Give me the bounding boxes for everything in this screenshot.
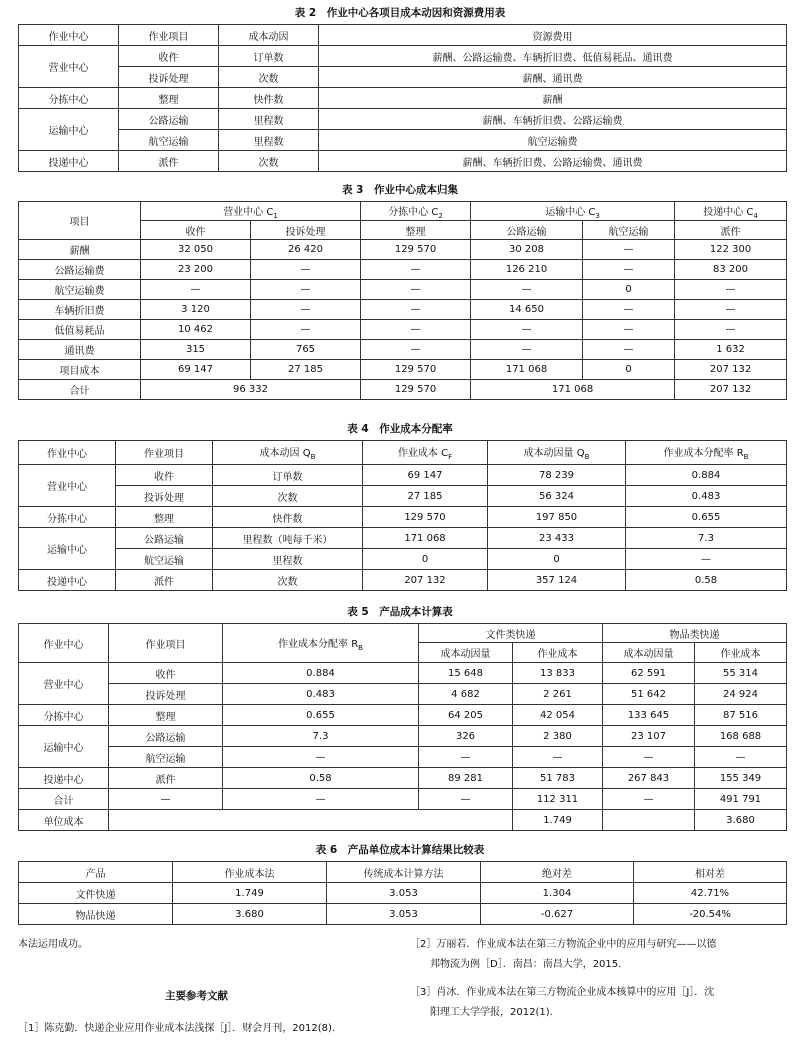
t3-body bbox=[19, 240, 787, 380]
t2-driver: 里程数 bbox=[219, 130, 319, 151]
t3-cell: — bbox=[251, 280, 361, 300]
t3-subheader: 公路运输 bbox=[471, 221, 583, 240]
t5-cell: 62 591 bbox=[603, 663, 695, 684]
table-row bbox=[19, 904, 787, 925]
t5-cell: — bbox=[419, 747, 513, 768]
t5-cell: 0.655 bbox=[223, 705, 419, 726]
t6-h-abc: 作业成本法 bbox=[173, 862, 327, 883]
t3-row-label: 通讯费 bbox=[19, 340, 141, 360]
t4-cell: 里程数 bbox=[213, 549, 363, 570]
ref-2-cont: 邦物流为例［D］．南昌：南昌大学，2015. bbox=[430, 959, 622, 970]
t5-cell: 0.58 bbox=[223, 768, 419, 789]
t4-cell: 27 185 bbox=[363, 486, 488, 507]
ref-3: ［3］肖冰．作业成本法在第三方物流企业成本核算中的应用［J］．沈 bbox=[410, 987, 715, 998]
t3-cell: 126 210 bbox=[471, 260, 583, 280]
t3-cell: — bbox=[471, 340, 583, 360]
t4-cell: 207 132 bbox=[363, 570, 488, 591]
t5-cell: — bbox=[513, 747, 603, 768]
t3-cell: — bbox=[471, 280, 583, 300]
t5-cell: 168 688 bbox=[695, 726, 787, 747]
table-row bbox=[19, 570, 787, 591]
table-row bbox=[19, 726, 787, 747]
t2-resource: 薪酬、车辆折旧费、公路运输费 bbox=[319, 109, 787, 130]
t5-cell: — bbox=[695, 747, 787, 768]
t3-cell: — bbox=[361, 320, 471, 340]
t2-item: 公路运输 bbox=[119, 109, 219, 130]
t3-subheader: 航空运输 bbox=[583, 221, 675, 240]
table-row bbox=[19, 300, 787, 320]
t4-cell: 78 239 bbox=[488, 465, 626, 486]
t2-resource: 薪酬、通讯费 bbox=[319, 67, 787, 88]
t6-cell: 文件快递 bbox=[19, 883, 173, 904]
t3-cell: — bbox=[583, 260, 675, 280]
t5-h-driver: 成本动因量 bbox=[419, 643, 513, 663]
t5-center: 分拣中心 bbox=[19, 705, 109, 726]
t4-cell: 订单数 bbox=[213, 465, 363, 486]
t4-center: 分拣中心 bbox=[19, 507, 116, 528]
t5-cell: — bbox=[603, 747, 695, 768]
t5-cell: 23 107 bbox=[603, 726, 695, 747]
table-row bbox=[19, 486, 787, 507]
t5-cell: 42 054 bbox=[513, 705, 603, 726]
t5-cell: 2 261 bbox=[513, 684, 603, 705]
t5-cell: 13 833 bbox=[513, 663, 603, 684]
t2-item: 整理 bbox=[119, 88, 219, 109]
t3-row-label: 薪酬 bbox=[19, 240, 141, 260]
t5-cell: 派件 bbox=[109, 768, 223, 789]
t4-cell: 投诉处理 bbox=[116, 486, 213, 507]
t3-row-label: 车辆折旧费 bbox=[19, 300, 141, 320]
t3-cell: — bbox=[583, 240, 675, 260]
t3-row-label: 低值易耗品 bbox=[19, 320, 141, 340]
t3-cell: 0 bbox=[583, 280, 675, 300]
t6-cell: 1.749 bbox=[173, 883, 327, 904]
table6 bbox=[18, 861, 787, 925]
t3-cell: 83 200 bbox=[675, 260, 787, 280]
t4-cell: 69 147 bbox=[363, 465, 488, 486]
t2-center: 营业中心 bbox=[19, 46, 119, 88]
table5 bbox=[18, 623, 787, 831]
t2-driver: 里程数 bbox=[219, 109, 319, 130]
t5-center: 投递中心 bbox=[19, 768, 109, 789]
t3-row-label: 航空运输费 bbox=[19, 280, 141, 300]
t5-cell: 投诉处理 bbox=[109, 684, 223, 705]
t4-cell: 0 bbox=[488, 549, 626, 570]
body-text: 本法运用成功。 bbox=[18, 939, 88, 950]
t3-cell: — bbox=[361, 340, 471, 360]
t5-h-goods: 物品类快递 bbox=[603, 624, 787, 643]
t4-cell: 129 570 bbox=[363, 507, 488, 528]
t5-cell: 491 791 bbox=[695, 789, 787, 810]
table-row bbox=[19, 240, 787, 260]
t3-cell: 0 bbox=[583, 360, 675, 380]
t6-cell: 42.71% bbox=[634, 883, 787, 904]
t2-center: 分拣中心 bbox=[19, 88, 119, 109]
t3-cell: 171 068 bbox=[471, 360, 583, 380]
t5-cell: 55 314 bbox=[695, 663, 787, 684]
t4-h-rate: 作业成本分配率 $R_B$ bbox=[626, 441, 787, 465]
table-row bbox=[19, 320, 787, 340]
t4-h-center: 作业中心 bbox=[19, 441, 116, 465]
t3-cell: 129 570 bbox=[361, 360, 471, 380]
table-row bbox=[19, 549, 787, 570]
t5-cell: 24 924 bbox=[695, 684, 787, 705]
t3-h-item: 项目 bbox=[19, 202, 141, 240]
t6-h-traditional: 传统成本计算方法 bbox=[327, 862, 481, 883]
ref-2: ［2］万丽若．作业成本法在第三方物流企业中的应用与研究——以德 bbox=[410, 939, 717, 950]
t5-h-doc: 文件类快递 bbox=[419, 624, 603, 643]
t3-subheader: 派件 bbox=[675, 221, 787, 240]
t3-cell: 10 462 bbox=[141, 320, 251, 340]
t4-cell: 0.884 bbox=[626, 465, 787, 486]
t5-cell: 267 843 bbox=[603, 768, 695, 789]
t5-center: 合计 bbox=[19, 789, 109, 810]
t5-cell: 112 311 bbox=[513, 789, 603, 810]
table2-caption: 表 2 作业中心各项目成本动因和资源费用表 bbox=[294, 7, 506, 19]
t3-cell: — bbox=[251, 260, 361, 280]
t5-unit-label: 单位成本 bbox=[19, 810, 109, 831]
t4-cell: 航空运输 bbox=[116, 549, 213, 570]
t6-cell: 3.680 bbox=[173, 904, 327, 925]
t2-h-center: 作业中心 bbox=[19, 25, 119, 46]
t3-cell: — bbox=[675, 320, 787, 340]
t3-cell: 1 632 bbox=[675, 340, 787, 360]
t5-cell: 公路运输 bbox=[109, 726, 223, 747]
t3-cell: 315 bbox=[141, 340, 251, 360]
table-row bbox=[19, 789, 787, 810]
t4-h-driver: 成本动因 $Q_B$ bbox=[213, 441, 363, 465]
table5-caption: 表 5 产品成本计算表 bbox=[347, 606, 453, 618]
t3-total: 96 332 bbox=[141, 380, 361, 400]
t4-h-quantity: 成本动因量 $Q_B$ bbox=[488, 441, 626, 465]
t4-cell: 0.58 bbox=[626, 570, 787, 591]
table-row bbox=[19, 663, 787, 684]
t5-cell: 133 645 bbox=[603, 705, 695, 726]
t3-h-group: 运输中心 $C_3$ bbox=[471, 202, 675, 221]
t5-cell: 2 380 bbox=[513, 726, 603, 747]
t3-cell: 14 650 bbox=[471, 300, 583, 320]
table-row bbox=[19, 747, 787, 768]
t5-h-driver: 成本动因量 bbox=[603, 643, 695, 663]
t4-h-item: 作业项目 bbox=[116, 441, 213, 465]
t4-center: 运输中心 bbox=[19, 528, 116, 570]
refs-heading: 主要参考文献 bbox=[165, 990, 228, 1002]
t5-cell: — bbox=[109, 789, 223, 810]
t4-cell: 次数 bbox=[213, 570, 363, 591]
t3-cell: — bbox=[251, 320, 361, 340]
t2-item: 派件 bbox=[119, 151, 219, 172]
table-row bbox=[19, 528, 787, 549]
t3-cell: 32 050 bbox=[141, 240, 251, 260]
t5-cell: 0.884 bbox=[223, 663, 419, 684]
table-row bbox=[19, 768, 787, 789]
t4-cell: 0 bbox=[363, 549, 488, 570]
t5-cell: 51 783 bbox=[513, 768, 603, 789]
t3-cell: 765 bbox=[251, 340, 361, 360]
t4-cell: 收件 bbox=[116, 465, 213, 486]
table6-caption: 表 6 产品单位成本计算结果比较表 bbox=[315, 844, 485, 856]
t4-cell: 56 324 bbox=[488, 486, 626, 507]
t3-row-label: 公路运输费 bbox=[19, 260, 141, 280]
table2 bbox=[18, 24, 787, 172]
t5-h-cost: 作业成本 bbox=[695, 643, 787, 663]
t5-unit-goods: 3.680 bbox=[695, 810, 787, 831]
t3-cell: — bbox=[471, 320, 583, 340]
t3-cell: — bbox=[141, 280, 251, 300]
t4-cell: 里程数（吨每千米） bbox=[213, 528, 363, 549]
t5-cell: 155 349 bbox=[695, 768, 787, 789]
t3-cell: — bbox=[675, 280, 787, 300]
t4-body bbox=[19, 465, 787, 591]
t4-cell: 公路运输 bbox=[116, 528, 213, 549]
table-row bbox=[19, 507, 787, 528]
t4-cell: 次数 bbox=[213, 486, 363, 507]
t2-driver: 次数 bbox=[219, 151, 319, 172]
t2-item: 投诉处理 bbox=[119, 67, 219, 88]
t2-resource: 薪酬 bbox=[319, 88, 787, 109]
t5-h-cost: 作业成本 bbox=[513, 643, 603, 663]
t5-cell: — bbox=[603, 789, 695, 810]
t2-h-resource: 资源费用 bbox=[319, 25, 787, 46]
t5-cell: 收件 bbox=[109, 663, 223, 684]
t2-driver: 快件数 bbox=[219, 88, 319, 109]
t4-cell: 23 433 bbox=[488, 528, 626, 549]
t2-driver: 订单数 bbox=[219, 46, 319, 67]
t5-cell: 89 281 bbox=[419, 768, 513, 789]
t5-cell: 51 642 bbox=[603, 684, 695, 705]
t3-cell: 3 120 bbox=[141, 300, 251, 320]
t4-cell: 派件 bbox=[116, 570, 213, 591]
ref-1: ［1］陈克勤．快递企业应用作业成本法浅探［J］．财会月刊，2012(8). bbox=[18, 1023, 336, 1034]
t5-cell: — bbox=[223, 789, 419, 810]
t3-row-label: 项目成本 bbox=[19, 360, 141, 380]
t4-cell: 357 124 bbox=[488, 570, 626, 591]
t6-h-product: 产品 bbox=[19, 862, 173, 883]
t3-cell: 122 300 bbox=[675, 240, 787, 260]
t2-item: 航空运输 bbox=[119, 130, 219, 151]
t6-cell: 1.304 bbox=[481, 883, 634, 904]
table4-caption: 表 4 作业成本分配率 bbox=[347, 423, 453, 435]
t4-cell: 整理 bbox=[116, 507, 213, 528]
t3-cell: — bbox=[583, 300, 675, 320]
t2-h-driver: 成本动因 bbox=[219, 25, 319, 46]
table-row bbox=[19, 260, 787, 280]
t5-center: 营业中心 bbox=[19, 663, 109, 705]
t2-center: 运输中心 bbox=[19, 109, 119, 151]
t5-cell: 0.483 bbox=[223, 684, 419, 705]
t3-subheader: 收件 bbox=[141, 221, 251, 240]
t3-cell: — bbox=[675, 300, 787, 320]
t3-cell: 69 147 bbox=[141, 360, 251, 380]
table-row bbox=[19, 684, 787, 705]
t3-cell: — bbox=[251, 300, 361, 320]
t5-cell: 15 648 bbox=[419, 663, 513, 684]
t4-cell: 快件数 bbox=[213, 507, 363, 528]
t5-cell: 326 bbox=[419, 726, 513, 747]
t3-total: 129 570 bbox=[361, 380, 471, 400]
t5-cell: — bbox=[419, 789, 513, 810]
t4-cell: 171 068 bbox=[363, 528, 488, 549]
table3 bbox=[18, 201, 787, 400]
t5-cell: 航空运输 bbox=[109, 747, 223, 768]
t2-resource: 薪酬、公路运输费、车辆折旧费、低值易耗品、通讯费 bbox=[319, 46, 787, 67]
table3-caption: 表 3 作业中心成本归集 bbox=[342, 184, 458, 196]
t6-h-abs: 绝对差 bbox=[481, 862, 634, 883]
t4-cell: 0.655 bbox=[626, 507, 787, 528]
t4-center: 营业中心 bbox=[19, 465, 116, 507]
t5-unit-row bbox=[19, 810, 787, 831]
t3-cell: — bbox=[361, 260, 471, 280]
t2-item: 收件 bbox=[119, 46, 219, 67]
t3-cell: 30 208 bbox=[471, 240, 583, 260]
t6-cell: 3.053 bbox=[327, 883, 481, 904]
t4-cell: 0.483 bbox=[626, 486, 787, 507]
t3-cell: 23 200 bbox=[141, 260, 251, 280]
t6-cell: 物品快递 bbox=[19, 904, 173, 925]
t6-cell: -0.627 bbox=[481, 904, 634, 925]
t5-cell: 整理 bbox=[109, 705, 223, 726]
t3-subheader: 投诉处理 bbox=[251, 221, 361, 240]
t3-subheader: 整理 bbox=[361, 221, 471, 240]
t5-cell: 87 516 bbox=[695, 705, 787, 726]
t5-body bbox=[19, 663, 787, 810]
t3-total: 207 132 bbox=[675, 380, 787, 400]
t2-driver: 次数 bbox=[219, 67, 319, 88]
t5-h-item: 作业项目 bbox=[109, 624, 223, 663]
t5-unit-doc: 1.749 bbox=[513, 810, 603, 831]
t4-center: 投递中心 bbox=[19, 570, 116, 591]
t4-cell: 7.3 bbox=[626, 528, 787, 549]
table-row bbox=[19, 465, 787, 486]
t2-resource: 航空运输费 bbox=[319, 130, 787, 151]
t5-cell: 7.3 bbox=[223, 726, 419, 747]
t6-cell: 3.053 bbox=[327, 904, 481, 925]
t5-h-center: 作业中心 bbox=[19, 624, 109, 663]
t3-cell: 26 420 bbox=[251, 240, 361, 260]
t3-cell: 27 185 bbox=[251, 360, 361, 380]
t3-total-label: 合计 bbox=[19, 380, 141, 400]
t5-cell: 4 682 bbox=[419, 684, 513, 705]
t3-total-row bbox=[19, 380, 787, 400]
t3-cell: 207 132 bbox=[675, 360, 787, 380]
t3-h-group: 投递中心 $C_4$ bbox=[675, 202, 787, 221]
t4-h-cost: 作业成本 $C_F$ bbox=[363, 441, 488, 465]
t2-center: 投递中心 bbox=[19, 151, 119, 172]
table4 bbox=[18, 440, 787, 591]
t4-cell: — bbox=[626, 549, 787, 570]
t4-cell: 197 850 bbox=[488, 507, 626, 528]
t6-cell: -20.54% bbox=[634, 904, 787, 925]
t3-cell: — bbox=[361, 300, 471, 320]
t3-cell: — bbox=[583, 320, 675, 340]
t5-cell: 64 205 bbox=[419, 705, 513, 726]
t5-cell: — bbox=[223, 747, 419, 768]
t6-h-rel: 相对差 bbox=[634, 862, 787, 883]
t3-h-group: 分拣中心 $C_2$ bbox=[361, 202, 471, 221]
t2-h-item: 作业项目 bbox=[119, 25, 219, 46]
table-row bbox=[19, 340, 787, 360]
t5-h-rate: 作业成本分配率 $R_B$ bbox=[223, 624, 419, 663]
table-row bbox=[19, 883, 787, 904]
t5-center: 运输中心 bbox=[19, 726, 109, 768]
table-row bbox=[19, 360, 787, 380]
t3-cell: — bbox=[361, 280, 471, 300]
table-row bbox=[19, 280, 787, 300]
t2-resource: 薪酬、车辆折旧费、公路运输费、通讯费 bbox=[319, 151, 787, 172]
t3-h-group: 营业中心 $C_1$ bbox=[141, 202, 361, 221]
table-row bbox=[19, 705, 787, 726]
t3-cell: — bbox=[583, 340, 675, 360]
ref-3-cont: 阳理工大学学报，2012(1). bbox=[430, 1007, 553, 1018]
t3-cell: 129 570 bbox=[361, 240, 471, 260]
t3-total: 171 068 bbox=[471, 380, 675, 400]
